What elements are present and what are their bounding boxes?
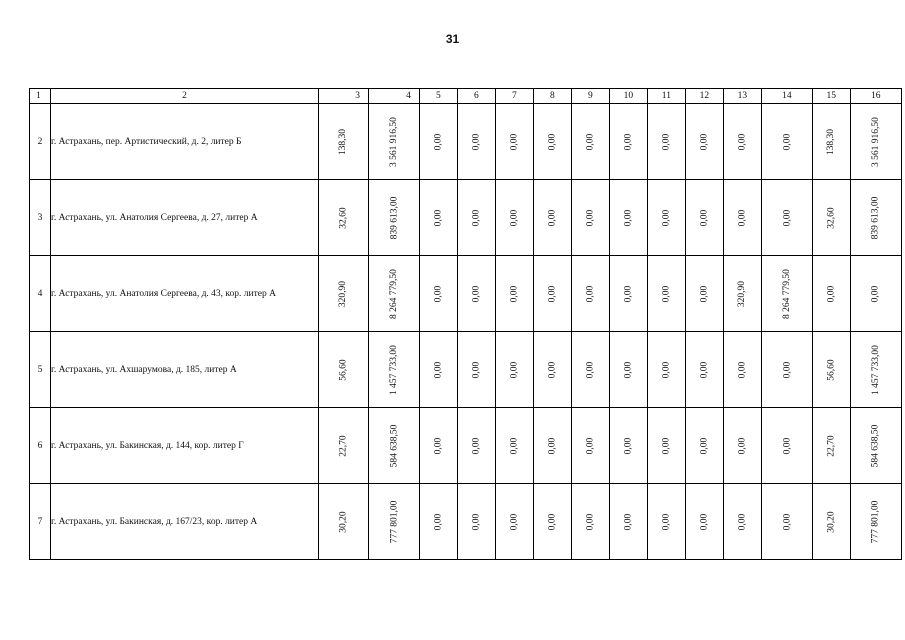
value-text: 0,00	[661, 437, 672, 454]
value-text: 32,60	[826, 206, 837, 229]
value-cell	[685, 332, 723, 408]
value-text: 0,00	[699, 209, 710, 226]
value-text: 0,00	[547, 285, 558, 302]
table-row	[30, 484, 902, 560]
value-cell	[495, 104, 533, 180]
value-cell	[647, 484, 685, 560]
value-text: 0,00	[661, 209, 672, 226]
value-text: 0,00	[509, 361, 520, 378]
address-cell: г. Астрахань, пер. Артистический, д. 2, литер Б	[51, 104, 319, 180]
column-header: 11	[647, 89, 685, 104]
value-text: 0,00	[737, 133, 748, 150]
value-cell	[369, 104, 420, 180]
value-cell	[685, 180, 723, 256]
value-text: 0,00	[433, 437, 444, 454]
value-cell	[647, 256, 685, 332]
value-cell	[647, 104, 685, 180]
value-text: 0,00	[661, 513, 672, 530]
page-number: 31	[445, 32, 460, 46]
value-cell	[609, 180, 647, 256]
row-number: 3	[30, 180, 51, 256]
row-number: 7	[30, 484, 51, 560]
value-text: 0,00	[471, 437, 482, 454]
value-cell	[812, 484, 850, 560]
column-header: 10	[609, 89, 647, 104]
value-text: 839 613,00	[388, 196, 399, 239]
value-cell	[457, 484, 495, 560]
value-cell	[723, 104, 761, 180]
value-cell	[319, 408, 369, 484]
value-text: 0,00	[433, 209, 444, 226]
column-header: 8	[533, 89, 571, 104]
value-cell	[761, 332, 812, 408]
value-cell	[609, 104, 647, 180]
value-cell	[761, 408, 812, 484]
value-text: 584 638,50	[870, 424, 881, 467]
value-cell	[419, 332, 457, 408]
value-text: 777 801,00	[870, 500, 881, 543]
value-cell	[369, 180, 420, 256]
value-cell	[571, 484, 609, 560]
value-text: 0,00	[471, 133, 482, 150]
value-text: 0,00	[585, 513, 596, 530]
value-text: 0,00	[585, 361, 596, 378]
value-cell	[571, 332, 609, 408]
value-cell	[647, 180, 685, 256]
address-cell: г. Астрахань, ул. Анатолия Сергеева, д. 27, литер А	[51, 180, 319, 256]
value-cell	[685, 104, 723, 180]
row-number: 6	[30, 408, 51, 484]
value-text: 0,00	[547, 209, 558, 226]
value-cell	[419, 256, 457, 332]
value-text: 0,00	[699, 437, 710, 454]
value-text: 0,00	[661, 133, 672, 150]
value-cell	[609, 408, 647, 484]
data-table	[29, 88, 902, 560]
value-cell	[723, 408, 761, 484]
value-cell	[319, 104, 369, 180]
column-header: 3	[319, 89, 369, 104]
value-text: 0,00	[737, 437, 748, 454]
value-text: 138,30	[338, 128, 349, 155]
column-header: 2	[51, 89, 319, 104]
value-text: 0,00	[509, 437, 520, 454]
value-cell	[850, 408, 901, 484]
value-text: 584 638,50	[388, 424, 399, 467]
value-text: 0,00	[509, 209, 520, 226]
column-header: 12	[685, 89, 723, 104]
value-cell	[609, 484, 647, 560]
value-text: 0,00	[781, 209, 792, 226]
value-cell	[609, 332, 647, 408]
value-text: 0,00	[471, 361, 482, 378]
value-cell	[457, 180, 495, 256]
value-text: 0,00	[509, 133, 520, 150]
value-text: 0,00	[623, 513, 634, 530]
value-cell	[419, 180, 457, 256]
table-row	[30, 104, 902, 180]
column-header: 1	[30, 89, 51, 104]
value-cell	[850, 256, 901, 332]
value-cell	[850, 180, 901, 256]
value-text: 0,00	[471, 513, 482, 530]
table-row	[30, 256, 902, 332]
value-cell	[850, 104, 901, 180]
value-text: 1 457 733,00	[870, 344, 881, 395]
column-header: 14	[761, 89, 812, 104]
value-cell	[533, 332, 571, 408]
value-text: 22,70	[338, 434, 349, 457]
value-text: 0,00	[585, 133, 596, 150]
value-cell	[319, 256, 369, 332]
value-cell	[812, 104, 850, 180]
value-text: 320,90	[338, 280, 349, 307]
value-cell	[571, 180, 609, 256]
value-text: 0,00	[737, 513, 748, 530]
value-cell	[533, 256, 571, 332]
column-header: 13	[723, 89, 761, 104]
value-text: 0,00	[781, 361, 792, 378]
column-header: 7	[495, 89, 533, 104]
value-text: 8 264 779,50	[781, 268, 792, 319]
value-text: 0,00	[433, 133, 444, 150]
value-text: 22,70	[826, 434, 837, 457]
table-row	[30, 332, 902, 408]
value-cell	[533, 180, 571, 256]
value-cell	[495, 180, 533, 256]
value-cell	[319, 180, 369, 256]
value-text: 0,00	[699, 513, 710, 530]
value-text: 0,00	[699, 285, 710, 302]
value-text: 138,30	[826, 128, 837, 155]
value-text: 3 561 916,50	[870, 116, 881, 167]
value-cell	[761, 484, 812, 560]
value-cell	[685, 256, 723, 332]
header-row	[30, 89, 902, 104]
value-text: 32,60	[338, 206, 349, 229]
value-cell	[723, 332, 761, 408]
value-cell	[812, 408, 850, 484]
value-cell	[571, 104, 609, 180]
address-cell: г. Астрахань, ул. Анатолия Сергеева, д. 43, кор. литер А	[51, 256, 319, 332]
column-header: 15	[812, 89, 850, 104]
value-cell	[457, 408, 495, 484]
value-cell	[533, 484, 571, 560]
address-cell: г. Астрахань, ул. Ахшарумова, д. 185, литер А	[51, 332, 319, 408]
value-cell	[369, 256, 420, 332]
value-text: 0,00	[509, 285, 520, 302]
address-cell: г. Астрахань, ул. Бакинская, д. 144, кор. литер Г	[51, 408, 319, 484]
row-number: 2	[30, 104, 51, 180]
value-text: 0,00	[547, 513, 558, 530]
value-cell	[723, 256, 761, 332]
value-cell	[571, 408, 609, 484]
value-text: 0,00	[661, 285, 672, 302]
value-text: 0,00	[471, 209, 482, 226]
value-cell	[319, 332, 369, 408]
column-header: 4	[369, 89, 420, 104]
value-cell	[723, 484, 761, 560]
value-cell	[761, 256, 812, 332]
value-cell	[647, 332, 685, 408]
value-text: 0,00	[781, 133, 792, 150]
value-text: 0,00	[623, 285, 634, 302]
value-text: 839 613,00	[870, 196, 881, 239]
value-text: 30,20	[338, 510, 349, 533]
value-text: 0,00	[699, 361, 710, 378]
value-cell	[812, 180, 850, 256]
value-text: 0,00	[826, 285, 837, 302]
value-cell	[685, 408, 723, 484]
value-cell	[609, 256, 647, 332]
value-cell	[647, 408, 685, 484]
column-header: 5	[419, 89, 457, 104]
value-text: 0,00	[623, 133, 634, 150]
value-text: 30,20	[826, 510, 837, 533]
value-text: 0,00	[585, 285, 596, 302]
value-text: 0,00	[699, 133, 710, 150]
value-text: 0,00	[547, 133, 558, 150]
row-number: 5	[30, 332, 51, 408]
value-cell	[495, 332, 533, 408]
value-text: 56,60	[338, 358, 349, 381]
value-text: 0,00	[433, 361, 444, 378]
value-cell	[369, 332, 420, 408]
value-text: 0,00	[433, 513, 444, 530]
value-text: 0,00	[471, 285, 482, 302]
value-text: 0,00	[585, 437, 596, 454]
value-cell	[685, 484, 723, 560]
value-text: 0,00	[547, 361, 558, 378]
column-header: 9	[571, 89, 609, 104]
value-text: 0,00	[547, 437, 558, 454]
value-text: 0,00	[870, 285, 881, 302]
value-cell	[319, 484, 369, 560]
value-cell	[723, 180, 761, 256]
value-cell	[457, 332, 495, 408]
value-text: 0,00	[737, 361, 748, 378]
value-text: 56,60	[826, 358, 837, 381]
value-cell	[850, 332, 901, 408]
value-text: 0,00	[585, 209, 596, 226]
value-cell	[419, 484, 457, 560]
value-cell	[495, 408, 533, 484]
value-cell	[369, 408, 420, 484]
column-header: 6	[457, 89, 495, 104]
value-text: 0,00	[433, 285, 444, 302]
value-text: 777 801,00	[388, 500, 399, 543]
value-cell	[457, 256, 495, 332]
value-cell	[369, 484, 420, 560]
value-cell	[419, 104, 457, 180]
value-text: 320,90	[737, 280, 748, 307]
value-text: 1 457 733,00	[388, 344, 399, 395]
value-text: 3 561 916,50	[388, 116, 399, 167]
value-text: 0,00	[623, 361, 634, 378]
table-row	[30, 180, 902, 256]
value-cell	[533, 408, 571, 484]
value-cell	[495, 256, 533, 332]
value-cell	[457, 104, 495, 180]
value-text: 0,00	[661, 361, 672, 378]
value-text: 0,00	[623, 209, 634, 226]
address-cell: г. Астрахань, ул. Бакинская, д. 167/23, кор. литер А	[51, 484, 319, 560]
value-text: 0,00	[509, 513, 520, 530]
value-cell	[850, 484, 901, 560]
value-text: 8 264 779,50	[388, 268, 399, 319]
value-text: 0,00	[737, 209, 748, 226]
value-cell	[761, 180, 812, 256]
value-text: 0,00	[623, 437, 634, 454]
table-row	[30, 408, 902, 484]
value-cell	[533, 104, 571, 180]
row-number: 4	[30, 256, 51, 332]
value-cell	[812, 256, 850, 332]
column-header: 16	[850, 89, 901, 104]
value-cell	[571, 256, 609, 332]
value-text: 0,00	[781, 437, 792, 454]
value-text: 0,00	[781, 513, 792, 530]
value-cell	[419, 408, 457, 484]
value-cell	[495, 484, 533, 560]
value-cell	[761, 104, 812, 180]
value-cell	[812, 332, 850, 408]
